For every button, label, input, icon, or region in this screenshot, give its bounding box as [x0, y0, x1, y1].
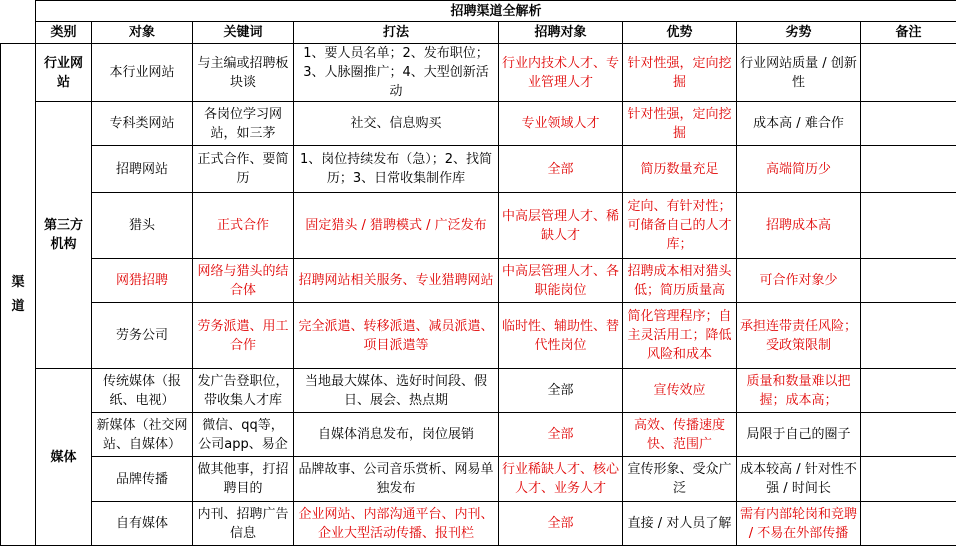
targets-cell: 行业稀缺人才、核心人才、业务人才: [499, 457, 623, 502]
object-cell: 品牌传播: [92, 457, 193, 502]
pros-cell: 招聘成本相对猎头低；简历质量高: [623, 259, 737, 303]
object-cell: 猎头: [92, 193, 193, 259]
cons-cell: 成本较高 / 针对性不强 / 时间长: [737, 457, 861, 502]
table-row: [1, 193, 956, 259]
category-third-party: 第三方机构: [36, 102, 92, 369]
pros-cell: 简化管理程序；自主灵活用工；降低风险和成本: [623, 303, 737, 369]
cons-cell: 可合作对象少: [737, 259, 861, 303]
corner-cell: [1, 1, 36, 22]
cons-cell: 行业网站质量 / 创新性: [737, 44, 861, 102]
header-object: 对象: [92, 22, 193, 44]
object-cell: 新媒体（社交网站、自媒体）: [92, 413, 193, 457]
table-row: [1, 44, 956, 102]
targets-cell: 行业内技术人才、专业管理人才: [499, 44, 623, 102]
notes-cell: [861, 413, 956, 457]
cons-cell: 招聘成本高: [737, 193, 861, 259]
cons-cell: 需有内部轮岗和竞聘 / 不易在外部传播: [737, 502, 861, 546]
keywords-cell: 劳务派遣、用工合作: [193, 303, 294, 369]
pros-cell: 高效、传播速度快、范围广: [623, 413, 737, 457]
table-row: [1, 102, 956, 146]
header-targets: 招聘对象: [499, 22, 623, 44]
tactics-cell: 品牌故事、公司音乐赏析、网易单独发布: [294, 457, 499, 502]
targets-cell: 专业领域人才: [499, 102, 623, 146]
object-cell: 专科类网站: [92, 102, 193, 146]
tactics-cell: 1、要人员名单；2、发布职位；3、人脉圈推广；4、大型创新活动: [294, 44, 499, 102]
pros-cell: 针对性强，定向挖掘: [623, 102, 737, 146]
table-row: [1, 369, 956, 413]
table-row: [1, 303, 956, 369]
pros-cell: 定向、有针对性；可储备自己的人才库；: [623, 193, 737, 259]
targets-cell: 全部: [499, 146, 623, 193]
notes-cell: [861, 303, 956, 369]
targets-cell: 中高层管理人才、各职能岗位: [499, 259, 623, 303]
header-pros: 优势: [623, 22, 737, 44]
targets-cell: 全部: [499, 413, 623, 457]
tactics-cell: 企业网站、内部沟通平台、内刊、企业大型活动传播、报刊栏: [294, 502, 499, 546]
table-row: [1, 413, 956, 457]
targets-cell: 临时性、辅助性、替代性岗位: [499, 303, 623, 369]
keywords-cell: 内刊、招聘广告信息: [193, 502, 294, 546]
notes-cell: [861, 502, 956, 546]
pros-cell: 宣传形象、受众广泛: [623, 457, 737, 502]
header-cons: 劣势: [737, 22, 861, 44]
table-row: [1, 457, 956, 502]
header-category: 类别: [36, 22, 92, 44]
table-row: [1, 502, 956, 546]
pros-cell: 针对性强，定向挖掘: [623, 44, 737, 102]
notes-cell: [861, 457, 956, 502]
tactics-cell: 招聘网站相关服务、专业猎聘网站: [294, 259, 499, 303]
notes-cell: [861, 369, 956, 413]
category-media: 媒体: [36, 369, 92, 546]
cons-cell: 成本高 / 难合作: [737, 102, 861, 146]
tactics-cell: 自媒体消息发布，岗位展销: [294, 413, 499, 457]
object-cell: 招聘网站: [92, 146, 193, 193]
channel-side-label: 渠道: [1, 44, 36, 546]
header-row: [1, 22, 956, 44]
tactics-cell: 社交、信息购买: [294, 102, 499, 146]
table-row: [1, 146, 956, 193]
tactics-cell: 1、岗位持续发布（急）；2、找简历；3、日常收集制作库: [294, 146, 499, 193]
object-cell: 传统媒体（报纸、电视）: [92, 369, 193, 413]
header-notes: 备注: [861, 22, 956, 44]
cons-cell: 质量和数量难以把握；成本高；: [737, 369, 861, 413]
cons-cell: 承担连带责任风险；受政策限制: [737, 303, 861, 369]
tactics-cell: 固定猎头 / 猎聘模式 / 广泛发布: [294, 193, 499, 259]
keywords-cell: 网络与猎头的结合体: [193, 259, 294, 303]
category-industry-sites: 行业网站: [36, 44, 92, 102]
keywords-cell: 各岗位学习网站，如三茅: [193, 102, 294, 146]
keywords-cell: 发广告登职位，带收集人才库: [193, 369, 294, 413]
tactics-cell: 完全派遣、转移派遣、减员派遣、项目派遣等: [294, 303, 499, 369]
keywords-cell: 微信、qq等，公司app、易企: [193, 413, 294, 457]
keywords-cell: 正式合作: [193, 193, 294, 259]
cons-cell: 局限于自己的圈子: [737, 413, 861, 457]
targets-cell: 全部: [499, 369, 623, 413]
targets-cell: 全部: [499, 502, 623, 546]
object-cell: 本行业网站: [92, 44, 193, 102]
table-title: 招聘渠道全解析: [36, 1, 956, 22]
targets-cell: 中高层管理人才、稀缺人才: [499, 193, 623, 259]
cons-cell: 高端简历少: [737, 146, 861, 193]
keywords-cell: 做其他事，打招聘目的: [193, 457, 294, 502]
notes-cell: [861, 44, 956, 102]
pros-cell: 宣传效应: [623, 369, 737, 413]
pros-cell: 直接 / 对人员了解: [623, 502, 737, 546]
notes-cell: [861, 259, 956, 303]
notes-cell: [861, 193, 956, 259]
notes-cell: [861, 102, 956, 146]
keywords-cell: 正式合作、要简历: [193, 146, 294, 193]
pros-cell: 简历数量充足: [623, 146, 737, 193]
table-row: [1, 259, 956, 303]
header-blank-cell: [1, 22, 36, 44]
object-cell: 自有媒体: [92, 502, 193, 546]
title-row: [1, 1, 956, 22]
tactics-cell: 当地最大媒体、选好时间段、假日、展会、热点期: [294, 369, 499, 413]
object-cell: 网猎招聘: [92, 259, 193, 303]
notes-cell: [861, 146, 956, 193]
header-tactics: 打法: [294, 22, 499, 44]
keywords-cell: 与主编或招聘板块谈: [193, 44, 294, 102]
object-cell: 劳务公司: [92, 303, 193, 369]
header-keywords: 关键词: [193, 22, 294, 44]
